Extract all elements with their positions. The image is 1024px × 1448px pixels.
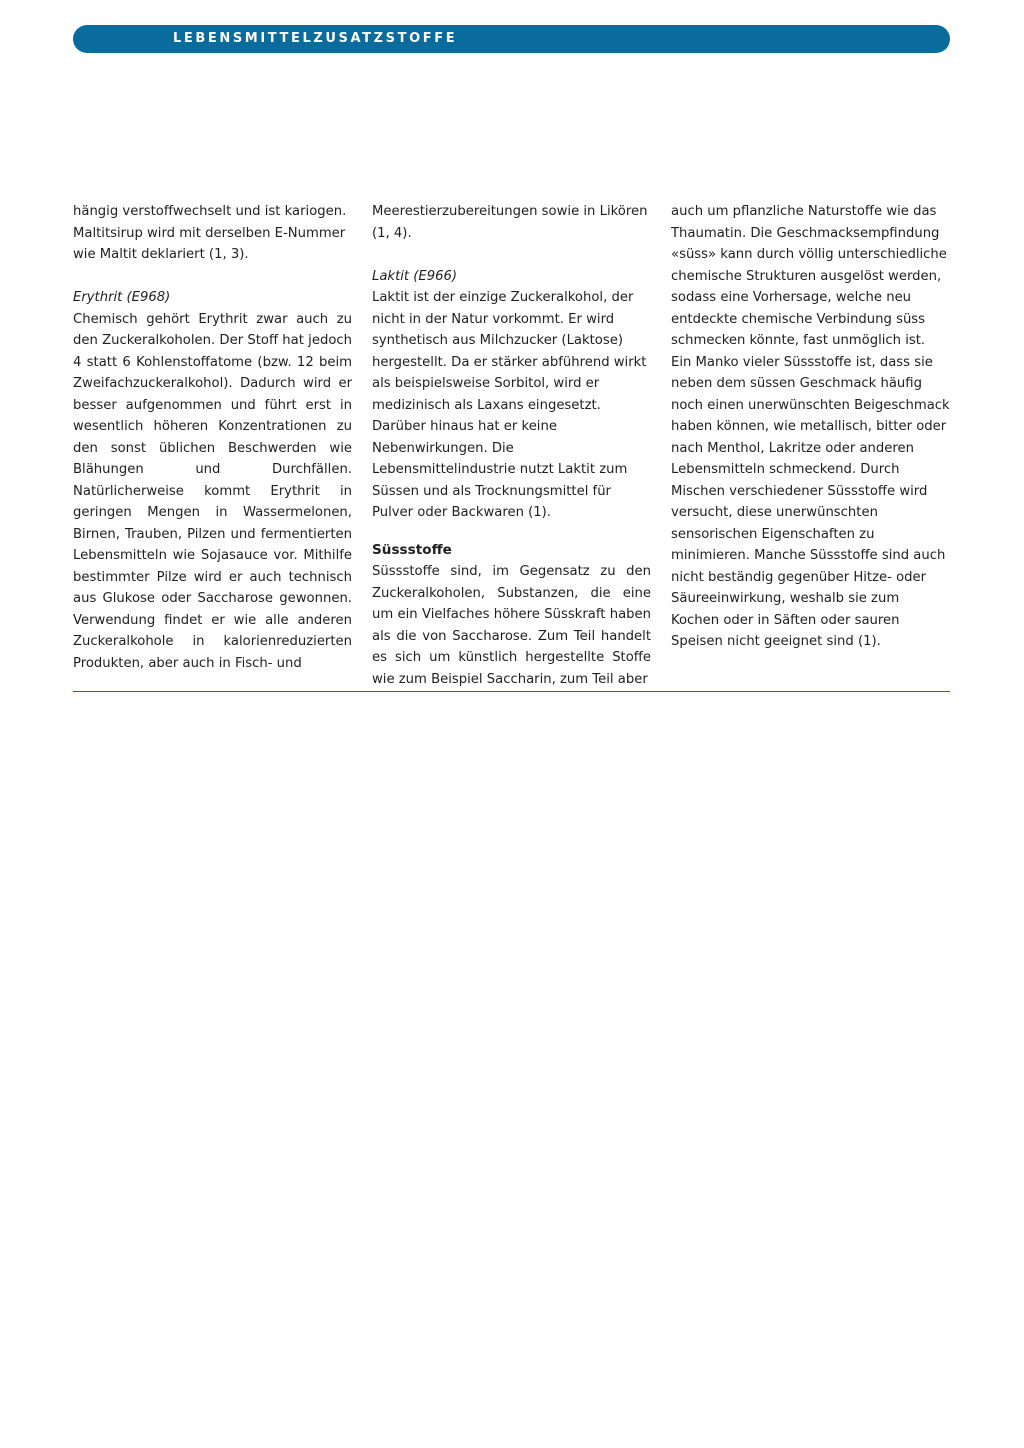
paragraph-erythrit: Chemisch gehört Erythrit zwar auch zu den Zuckeralkoholen. Der Stoff hat jedoch 4 statt 6 Kohlenstoffatome (bzw. 12 beim Zweifachzuckeralkohol). Dadurch wird er besser aufgenommen und führt erst in wesentlich höheren Konzentrationen zu den sonst üblichen Beschwerden wie Blähungen und Durchfällen. Natürlicherweise kommt Erythrit in geringen Mengen in Wassermelonen, Birnen, Trauben, Pilzen und fermentierten Lebensmitteln wie Sojasauce vor. Mithilfe bestimmter Pilze wird er auch technisch aus Glukose oder Saccharose gewonnen. Verwendung findet er wie alle anderen Zuckeralkohole in kalorienreduzierten Produkten, aber auch in Fisch- und bbox=[73, 311, 352, 671]
section-header-title: LEBENSMITTELZUSATZSTOFFE bbox=[173, 31, 458, 46]
paragraph-gap bbox=[372, 524, 651, 538]
section-divider-line bbox=[73, 691, 950, 692]
text-column-2 bbox=[372, 201, 651, 690]
paragraph-gap bbox=[73, 266, 352, 288]
text-column-3 bbox=[671, 201, 950, 653]
heading-erythrit: Erythrit (E968) bbox=[73, 290, 171, 305]
paragraph-suessstoffe-intro: Süssstoffe sind, im Gegensatz zu den Zuckeralkoholen, Substanzen, die eine um ein Vielfaches höhere Süsskraft haben als die von Saccharose. Zum Teil handelt es sich um künstlich hergestellte Stoffe wie zum Beispiel Saccharin, zum Teil aber bbox=[372, 564, 651, 687]
section-header-bar bbox=[73, 25, 950, 53]
text-column-1 bbox=[73, 201, 352, 674]
paragraph-suessstoffe-continued: auch um pflanzliche Naturstoffe wie das Thaumatin. Die Geschmacksempfindung «süss» kann durch völlig unterschiedliche chemische Strukturen ausgelöst werden, sodass eine Vorhersage, welche neu entdeckte chemische Verbindung süss schmecken könnte, fast unmöglich ist. bbox=[671, 204, 947, 348]
paragraph-erythrit-end: Meerestierzubereitungen sowie in Likören (1, 4). bbox=[372, 204, 648, 241]
paragraph-gap bbox=[372, 244, 651, 266]
heading-laktit: Laktit (E966) bbox=[372, 268, 458, 284]
heading-suessstoffe: Süssstoffe bbox=[372, 541, 452, 558]
paragraph-maltit-end: hängig verstoffwechselt und ist kariogen. Maltitsirup wird mit derselben E-Nummer wie Maltit deklariert (1, 3). bbox=[73, 204, 347, 262]
paragraph-suessstoffe-manko: Ein Manko vieler Süssstoffe ist, dass sie neben dem süssen Geschmack häufig noch einen unerwünschten Beigeschmack haben können, wie metallisch, bitter oder nach Menthol, Lakritze oder anderen Lebensmitteln schmeckend. Durch Mischen verschiedener Süssstoffe wird versucht, diese unerwünschten sensorischen Eigenschaften zu minimieren. Manche Süssstoffe sind auch nicht beständig gegenüber Hitze- oder Säureeinwirkung, weshalb sie zum Kochen oder in Säften oder sauren Speisen nicht geeignet sind (1). bbox=[671, 354, 950, 649]
paragraph-laktit: Laktit ist der einzige Zuckeralkohol, der nicht in der Natur vorkommt. Er wird synthetisch aus Milchzucker (Laktose) hergestellt. Da er stärker abführend wirkt als beispielsweise Sorbitol, wird er medizinisch als Laxans eingesetzt. Darüber hinaus hat er keine Nebenwirkungen. Die Lebensmittelindustrie nutzt Laktit zum Süssen und als Trocknungsmittel für Pulver oder Backwaren (1). bbox=[372, 290, 647, 520]
